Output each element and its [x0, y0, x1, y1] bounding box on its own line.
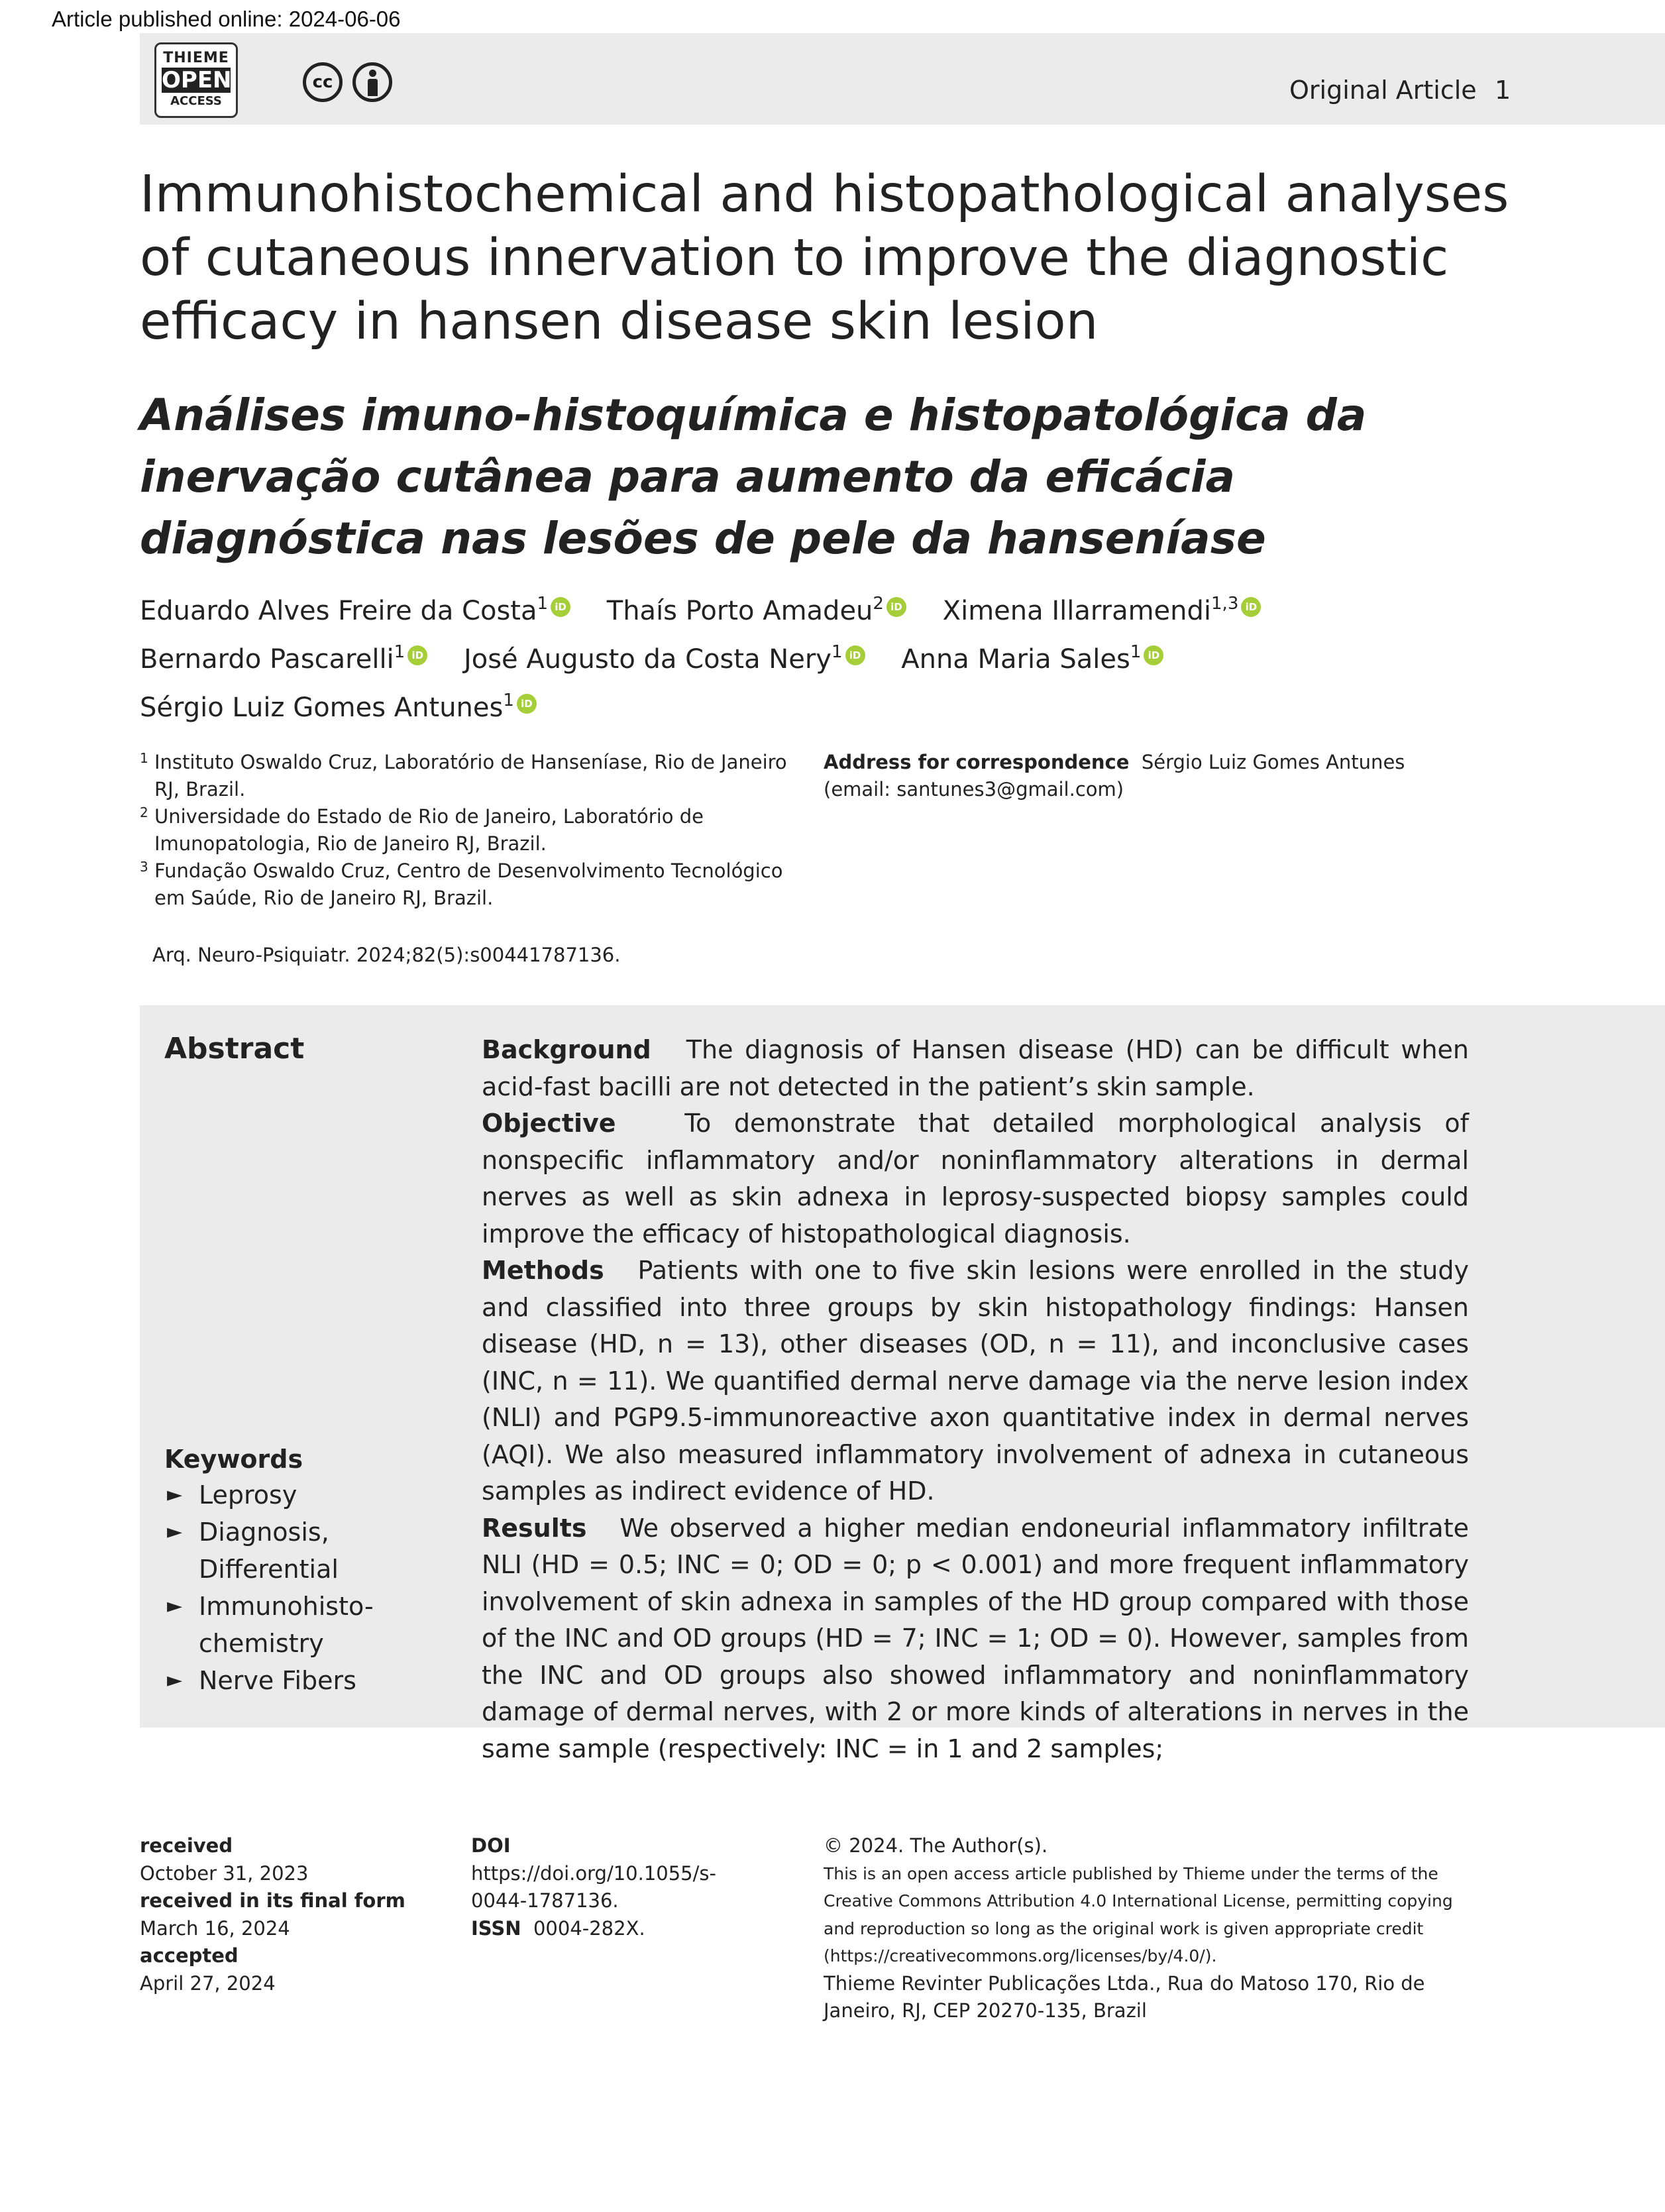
methods-text: Patients with one to five skin lesions were enrolled in the study and classified into three groups by skin histopathology findings: Hansen disease (HD, n = 13), other diseases (OD, n = 11), and inconclusive cases (INC, n = 11). We quantified dermal nerve damage via the nerve lesion index (NLI) and PGP9.5-immunoreactive axon quantitative index in dermal nerves (AQI). We also measured inflammatory involvement of adnexa in cutaneous samples as indirect evidence of HD. [482, 1256, 1469, 1506]
author [901, 632, 1163, 680]
keyword-list [164, 1476, 403, 1699]
arrow-icon: ► [167, 1669, 183, 1692]
logo-line2: OPEN [162, 67, 232, 93]
cc-icon[interactable]: cc [303, 62, 343, 102]
keyword-item[interactable] [164, 1476, 403, 1514]
author-affiliation: 1 [503, 691, 514, 710]
author-name: Sérgio Luiz Gomes Antunes [140, 692, 504, 723]
abstract-objective [482, 1105, 1469, 1252]
results-text: We observed a higher median endoneurial inflammatory infiltrate NLI (HD = 0.5; INC = 0; OD = 0; p < 0.001) and more frequent inflammatory involvement of skin adnexa in samples of the HD group compared with those of the INC and OD groups (HD = 7; INC = 1; OD = 0). However, samples from the INC and OD groups also showed inflammatory and noninflammatory damage of dermal nerves, with 2 or more kinds of alterations in nerves in the same sample (respectively: INC = in 1 and 2 samples; [482, 1513, 1469, 1763]
orcid-icon[interactable]: iD [551, 597, 570, 617]
results-label: Results [482, 1513, 587, 1543]
keyword-item[interactable] [164, 1588, 403, 1662]
affiliation [140, 803, 802, 857]
doi-block [471, 1832, 756, 1942]
orcid-icon[interactable]: iD [845, 645, 865, 665]
author-name: Anna Maria Sales [901, 644, 1130, 675]
license-text: This is an open access article published by Thieme under the terms of the Creative Commons Attribution 4.0 International License, permitting copying and reproduction so long as the original work is given appropriate credit (https://creativecommons.org/licenses/by/4.0/). [824, 1863, 1453, 1965]
doi-link[interactable]: https://doi.org/10.1055/s-0044-1787136. [471, 1861, 716, 1912]
license-block [824, 1832, 1460, 2025]
correspondence [824, 749, 1420, 803]
keyword-label: Diagnosis, Differential [199, 1518, 339, 1584]
abstract-heading: Abstract [164, 1032, 305, 1066]
orcid-icon[interactable]: iD [886, 597, 906, 617]
affiliations [140, 749, 802, 912]
arrow-icon: ► [167, 1594, 183, 1618]
affiliation-text: Universidade do Estado de Rio de Janeiro, Laboratório de Imunopatologia, Rio de Janeiro RJ, Brazil. [154, 805, 704, 855]
page-number: 1 [1495, 76, 1511, 105]
affiliation [140, 857, 802, 912]
accepted-date: April 27, 2024 [140, 1971, 276, 1995]
orcid-icon[interactable]: iD [517, 694, 537, 714]
author-list [140, 583, 1531, 728]
methods-label: Methods [482, 1256, 604, 1285]
article-subtitle: Análises imuno-histoquímica e histopatológica da inervação cutânea para aumento da eficácia diagnóstica nas lesões de pele da hanseníase [140, 390, 1367, 564]
accepted-label: accepted [140, 1944, 239, 1967]
background-text: The diagnosis of Hansen disease (HD) can be difficult when acid-fast bacilli are not detected in the patient’s skin sample. [482, 1035, 1469, 1101]
final-form-date: March 16, 2024 [140, 1916, 290, 1940]
orcid-icon[interactable]: iD [1241, 597, 1261, 617]
logo-line1: THIEME [163, 50, 229, 66]
orcid-icon[interactable]: iD [407, 645, 427, 665]
correspondence-email[interactable]: (email: santunes3@gmail.com) [824, 778, 1124, 801]
background-label: Background [482, 1035, 651, 1064]
author [607, 583, 906, 632]
received-label: received [140, 1834, 233, 1857]
correspondence-name: Sérgio Luiz Gomes Antunes [1141, 751, 1405, 773]
abstract-methods [482, 1252, 1469, 1510]
author-affiliation: 1 [831, 642, 843, 662]
author [140, 583, 570, 632]
author [943, 583, 1262, 632]
affiliation-number: 2 [140, 804, 148, 820]
author-name: José Augusto da Costa Nery [463, 644, 832, 675]
abstract-body [482, 1032, 1469, 1767]
issn-label: ISSN [471, 1916, 521, 1940]
affiliation-number: 1 [140, 750, 148, 766]
final-form-label: received in its final form [140, 1889, 405, 1912]
affiliation-text: Instituto Oswaldo Cruz, Laboratório de Hanseníase, Rio de Janeiro RJ, Brazil. [154, 751, 787, 801]
orcid-icon[interactable]: iD [1144, 645, 1163, 665]
keyword-label: Nerve Fibers [199, 1666, 356, 1695]
issn-value: 0004-282X. [533, 1916, 645, 1940]
author-affiliation: 1,3 [1211, 594, 1239, 614]
author [140, 632, 427, 680]
thieme-open-access-logo[interactable] [154, 42, 238, 118]
affiliation-number: 3 [140, 859, 148, 875]
keywords-heading: Keywords [164, 1445, 303, 1474]
author [140, 680, 537, 728]
author-name: Ximena Illarramendi [942, 596, 1212, 626]
affiliation-text: Fundação Oswaldo Cruz, Centro de Desenvolvimento Tecnológico em Saúde, Rio de Janeiro RJ, Brazil. [154, 859, 783, 909]
author-affiliation: 1 [1130, 642, 1142, 662]
author-name: Eduardo Alves Freire da Costa [140, 596, 537, 626]
running-head: Original Article [1289, 76, 1477, 105]
copyright: © 2024. The Author(s). [824, 1834, 1048, 1857]
author [464, 632, 865, 680]
received-date: October 31, 2023 [140, 1861, 309, 1885]
doi-label: DOI [471, 1834, 511, 1857]
by-icon[interactable] [352, 62, 392, 102]
keyword-label: Immunohisto-chemistry [199, 1592, 374, 1658]
arrow-icon: ► [167, 1483, 183, 1506]
affiliation [140, 749, 802, 803]
keyword-label: Leprosy [199, 1480, 297, 1510]
author-affiliation: 1 [394, 642, 405, 662]
author-name: Bernardo Pascarelli [140, 644, 394, 675]
arrow-icon: ► [167, 1520, 183, 1543]
correspondence-label: Address for correspondence [824, 751, 1130, 773]
author-affiliation: 2 [873, 594, 884, 614]
article-dates [140, 1832, 431, 1997]
keyword-item[interactable] [164, 1514, 403, 1588]
objective-label: Objective [482, 1109, 616, 1138]
publisher-address: Thieme Revinter Publicações Ltda., Rua do Matoso 170, Rio de Janeiro, RJ, CEP 20270-135, Brazil [824, 1971, 1425, 2022]
article-title: Immunohistochemical and histopathological analyses of cutaneous innervation to improve the diagnostic efficacy in hansen disease skin lesion [140, 165, 1509, 351]
objective-text: To demonstrate that detailed morphological analysis of nonspecific inflammatory and/or noninflammatory alterations in dermal nerves as well as skin adnexa in leprosy-suspected biopsy samples could improve the efficacy of histopathological diagnosis. [482, 1109, 1469, 1248]
published-note: Article published online: 2024-06-06 [52, 7, 401, 31]
citation: Arq. Neuro-Psiquiatr. 2024;82(5):s00441787136. [152, 944, 621, 966]
logo-line3: ACCESS [170, 94, 222, 108]
author-name: Thaís Porto Amadeu [606, 596, 873, 626]
author-affiliation: 1 [537, 594, 549, 614]
abstract-background [482, 1032, 1469, 1105]
abstract-results [482, 1510, 1469, 1768]
keyword-item[interactable] [164, 1662, 403, 1699]
